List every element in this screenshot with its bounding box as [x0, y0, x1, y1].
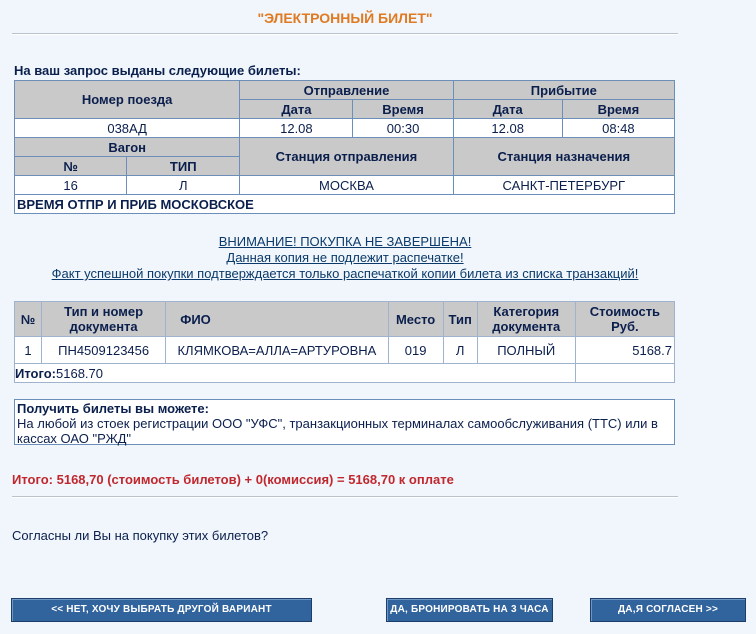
header-dep-time: Время	[353, 100, 453, 119]
warnings	[0, 234, 690, 282]
payment-summary: Итого: 5168,70 (стоимость билетов) + 0(комиссия) = 5168,70 к оплате	[12, 472, 454, 487]
header-car-type: ТИП	[127, 157, 240, 176]
arrival-station: САНКТ-ПЕТЕРБУРГ	[453, 176, 674, 195]
header-arrival: Прибытие	[453, 81, 674, 100]
agree-question: Согласны ли Вы на покупку этих билетов?	[12, 528, 269, 543]
divider	[12, 496, 678, 498]
row-seat: 019	[388, 337, 443, 364]
header-type: Тип	[443, 302, 477, 337]
choose-other-button[interactable]: << НЕТ, ХОЧУ ВЫБРАТЬ ДРУГОЙ ВАРИАНТ	[11, 598, 312, 622]
get-tickets-box	[14, 399, 675, 445]
row-cost: 5168.7	[575, 337, 674, 364]
header-fio: ФИО	[166, 302, 388, 337]
header-arr-station: Станция назначения	[453, 138, 674, 176]
ticket-table	[14, 80, 675, 214]
row-no: 1	[15, 337, 42, 364]
table-row	[15, 337, 675, 364]
divider	[12, 33, 678, 35]
header-arr-time: Время	[562, 100, 674, 119]
departure-station: МОСКВА	[240, 176, 453, 195]
header-train-number: Номер поезда	[15, 81, 240, 119]
total-empty-cell	[575, 364, 674, 383]
warning-confirmation-link[interactable]: Факт успешной покупки подтверждается только распечаткой копии билета из списка транзакций!	[51, 266, 639, 281]
header-dep-date: Дата	[240, 100, 353, 119]
car-type: Л	[127, 176, 240, 195]
departure-date: 12.08	[240, 119, 353, 138]
departure-time: 00:30	[353, 119, 453, 138]
reserve-button[interactable]: ДА, БРОНИРОВАТЬ НА 3 ЧАСА	[386, 598, 553, 622]
train-number: 038АД	[15, 119, 240, 138]
header-departure: Отправление	[240, 81, 453, 100]
header-doc: Тип и номер документа	[42, 302, 166, 337]
agree-button[interactable]: ДА,Я СОГЛАСЕН >>	[590, 598, 746, 622]
get-tickets-title: Получить билеты вы можете:	[17, 401, 209, 416]
time-note: ВРЕМЯ ОТПР И ПРИБ МОСКОВСКОЕ	[15, 195, 675, 214]
total-value: 5168.70	[56, 365, 103, 381]
header-no: №	[15, 302, 42, 337]
row-category: ПОЛНЫЙ	[477, 337, 575, 364]
header-seat: Место	[388, 302, 443, 337]
row-fio: КЛЯМКОВА=АЛЛА=АРТУРОВНА	[166, 337, 388, 364]
issued-label: На ваш запрос выданы следующие билеты:	[14, 63, 301, 78]
header-dep-station: Станция отправления	[240, 138, 453, 176]
arrival-date: 12.08	[453, 119, 562, 138]
car-number: 16	[15, 176, 127, 195]
row-type: Л	[443, 337, 477, 364]
warning-not-complete-link[interactable]: ВНИМАНИЕ! ПОКУПКА НЕ ЗАВЕРШЕНА!	[218, 234, 472, 249]
header-cost: Стоимость Руб.	[575, 302, 674, 337]
get-tickets-text: На любой из стоек регистрации ООО "УФС", транзакционных терминалах самообслуживания (ТТС) или в кассах ОАО "РЖД"	[17, 416, 658, 446]
arrival-time: 08:48	[562, 119, 674, 138]
total-label: Итого:	[15, 365, 56, 381]
row-doc: ПН4509123456	[42, 337, 166, 364]
page-title: "ЭЛЕКТРОННЫЙ БИЛЕТ"	[257, 10, 433, 26]
header-arr-date: Дата	[453, 100, 562, 119]
header-category: Категория документа	[477, 302, 575, 337]
warning-no-print-link[interactable]: Данная копия не подлежит распечатке!	[226, 250, 464, 265]
header-car: Вагон	[15, 138, 240, 157]
header-car-number: №	[15, 157, 127, 176]
passengers-table	[14, 301, 675, 383]
total-row	[15, 364, 576, 383]
